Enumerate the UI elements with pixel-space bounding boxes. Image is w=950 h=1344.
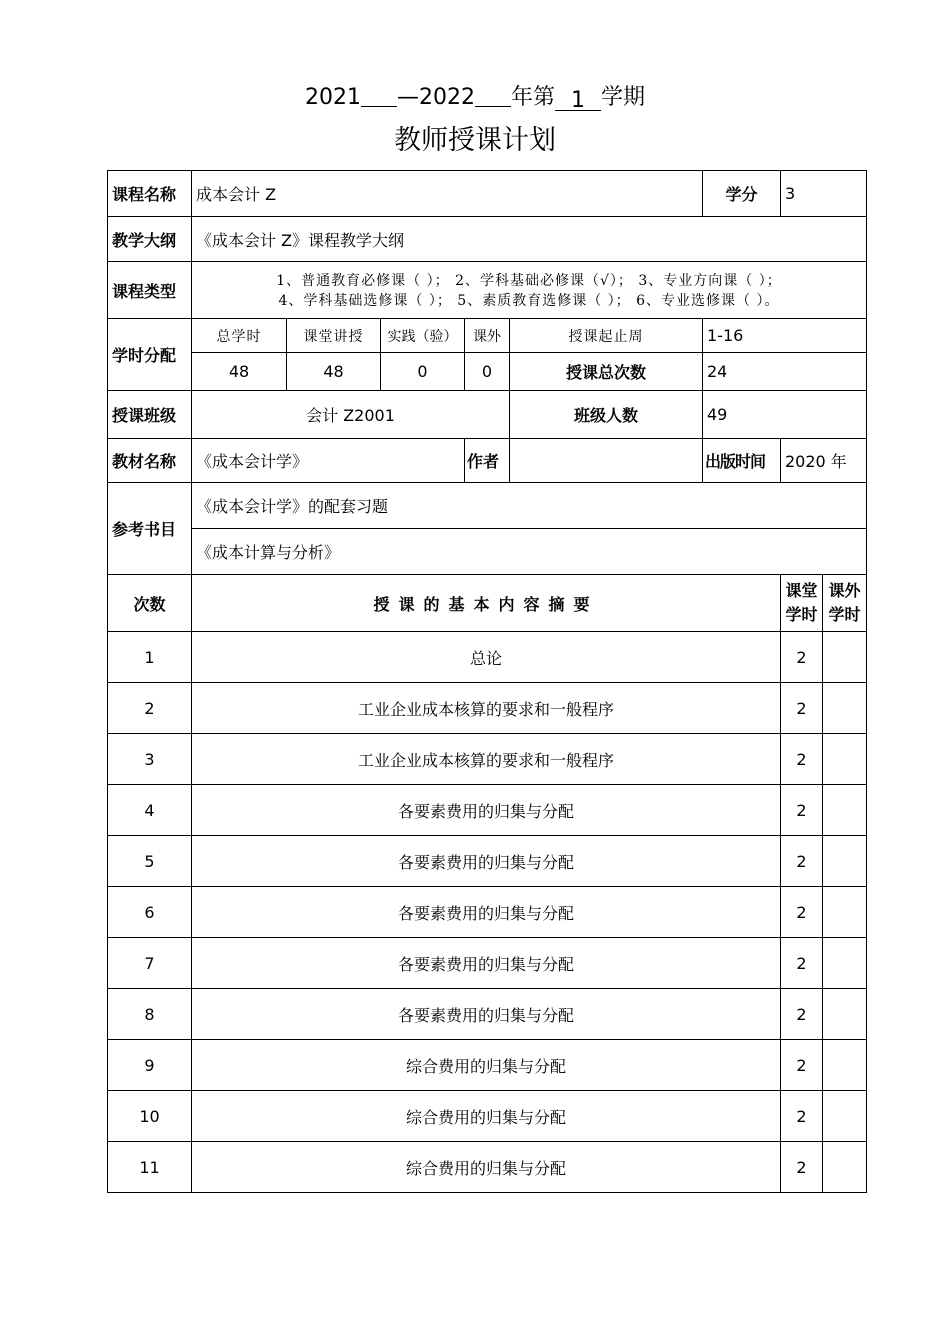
course-type-line-1: 1、普通教育必修课（ ）； 2、学科基础必修课（√）； 3、专业方向课（ ）； — [276, 273, 782, 289]
hours-value-row — [108, 353, 867, 391]
publish-date-value: 2020 年 — [781, 439, 867, 483]
session-content: 工业企业成本核算的要求和一般程序 — [192, 734, 781, 785]
semester-heading — [0, 80, 950, 111]
session-extra-hours — [823, 734, 867, 785]
session-number: 3 — [108, 734, 192, 785]
session-extra-hours — [823, 1040, 867, 1091]
session-number: 6 — [108, 887, 192, 938]
session-class-hours: 2 — [781, 785, 823, 836]
session-extra-hours — [823, 1091, 867, 1142]
class-label: 授课班级 — [108, 391, 192, 439]
schedule-body — [108, 632, 867, 1193]
course-type-options — [192, 262, 867, 319]
textbook-label: 教材名称 — [108, 439, 192, 483]
session-extra-hours — [823, 785, 867, 836]
session-number: 5 — [108, 836, 192, 887]
course-name-value: 成本会计 Z — [192, 171, 703, 217]
extra-hours-header: 课外 — [465, 319, 510, 353]
reference-item: 《成本会计学》的配套习题 — [192, 483, 867, 529]
table-row — [108, 632, 867, 683]
session-content: 综合费用的归集与分配 — [192, 1040, 781, 1091]
table-row — [108, 785, 867, 836]
total-hours-header: 总学时 — [192, 319, 287, 353]
extra-hours-col-header — [823, 575, 867, 632]
session-extra-hours — [823, 836, 867, 887]
session-extra-hours — [823, 683, 867, 734]
session-extra-hours — [823, 887, 867, 938]
session-content: 各要素费用的归集与分配 — [192, 989, 781, 1040]
session-number: 11 — [108, 1142, 192, 1193]
session-content: 各要素费用的归集与分配 — [192, 836, 781, 887]
session-number: 9 — [108, 1040, 192, 1091]
course-type-row — [108, 262, 867, 319]
practice-hours-header: 实践（验） — [381, 319, 465, 353]
session-number: 8 — [108, 989, 192, 1040]
hours-label: 学时分配 — [108, 319, 192, 391]
sessions-value: 24 — [703, 353, 867, 391]
session-class-hours: 2 — [781, 734, 823, 785]
session-content: 总论 — [192, 632, 781, 683]
session-content: 工业企业成本核算的要求和一般程序 — [192, 683, 781, 734]
class-hours-header-line-1: 课堂 — [785, 581, 818, 600]
textbook-row — [108, 439, 867, 483]
reference-row-1 — [108, 483, 867, 529]
content-header: 授课的基本内容摘要 — [192, 575, 781, 632]
year-start-blank — [361, 84, 397, 107]
session-number: 10 — [108, 1091, 192, 1142]
table-row — [108, 1142, 867, 1193]
table-row — [108, 683, 867, 734]
weeks-label: 授课起止周 — [510, 319, 703, 353]
references-label: 参考书目 — [108, 483, 192, 575]
schedule-header-row — [108, 575, 867, 632]
session-class-hours: 2 — [781, 1040, 823, 1091]
session-class-hours: 2 — [781, 1142, 823, 1193]
session-content: 综合费用的归集与分配 — [192, 1091, 781, 1142]
extra-hours-value: 0 — [465, 353, 510, 391]
hours-header-row — [108, 319, 867, 353]
reference-row-2 — [108, 529, 867, 575]
reference-item: 《成本计算与分析》 — [192, 529, 867, 575]
year-start: 2021 — [304, 85, 361, 110]
class-hours-header — [781, 575, 823, 632]
credit-label: 学分 — [703, 171, 781, 217]
term-number: 1 — [555, 88, 601, 111]
session-class-hours: 2 — [781, 1091, 823, 1142]
year-label: 年第 — [510, 85, 555, 110]
sessions-label: 授课总次数 — [510, 353, 703, 391]
lecture-hours-value: 48 — [287, 353, 381, 391]
class-hours-header-line-2: 学时 — [785, 605, 818, 624]
session-number: 7 — [108, 938, 192, 989]
syllabus-label: 教学大纲 — [108, 217, 192, 262]
session-extra-hours — [823, 938, 867, 989]
year-end: —2022 — [396, 85, 475, 110]
session-class-hours: 2 — [781, 938, 823, 989]
session-number: 4 — [108, 785, 192, 836]
table-row — [108, 836, 867, 887]
author-value — [510, 439, 703, 483]
table-row — [108, 938, 867, 989]
weeks-value: 1-16 — [703, 319, 867, 353]
session-class-hours: 2 — [781, 836, 823, 887]
course-name-label: 课程名称 — [108, 171, 192, 217]
session-extra-hours — [823, 989, 867, 1040]
session-class-hours: 2 — [781, 683, 823, 734]
table-row — [108, 887, 867, 938]
extra-hours-col-header-line-1: 课外 — [828, 581, 861, 600]
session-extra-hours — [823, 632, 867, 683]
course-type-label: 课程类型 — [108, 262, 192, 319]
table-row — [108, 1091, 867, 1142]
term-label: 学期 — [601, 85, 646, 110]
practice-hours-value: 0 — [381, 353, 465, 391]
class-size-value: 49 — [703, 391, 867, 439]
table-row — [108, 989, 867, 1040]
session-content: 各要素费用的归集与分配 — [192, 785, 781, 836]
teaching-plan-table — [107, 170, 867, 1193]
lecture-hours-header: 课堂讲授 — [287, 319, 381, 353]
session-class-hours: 2 — [781, 989, 823, 1040]
author-label: 作者 — [465, 439, 510, 483]
table-row — [108, 734, 867, 785]
class-value: 会计 Z2001 — [192, 391, 510, 439]
syllabus-row — [108, 217, 867, 262]
extra-hours-col-header-line-2: 学时 — [828, 605, 861, 624]
session-content: 各要素费用的归集与分配 — [192, 938, 781, 989]
session-number: 2 — [108, 683, 192, 734]
credit-value: 3 — [781, 171, 867, 217]
page-title: 教师授课计划 — [394, 125, 556, 156]
course-type-line-2: 4、学科基础选修课（ ）； 5、素质教育选修课（ ）； 6、专业选修课（ ）。 — [278, 293, 780, 309]
session-number: 1 — [108, 632, 192, 683]
textbook-value: 《成本会计学》 — [192, 439, 465, 483]
year-end-blank — [475, 84, 511, 107]
session-extra-hours — [823, 1142, 867, 1193]
session-class-hours: 2 — [781, 632, 823, 683]
session-number-header: 次数 — [108, 575, 192, 632]
syllabus-value: 《成本会计 Z》课程教学大纲 — [192, 217, 867, 262]
total-hours-value: 48 — [192, 353, 287, 391]
course-name-row — [108, 171, 867, 217]
publish-date-label: 出版时间 — [703, 439, 781, 483]
session-class-hours: 2 — [781, 887, 823, 938]
class-row — [108, 391, 867, 439]
class-size-label: 班级人数 — [510, 391, 703, 439]
session-content: 各要素费用的归集与分配 — [192, 887, 781, 938]
table-row — [108, 1040, 867, 1091]
session-content: 综合费用的归集与分配 — [192, 1142, 781, 1193]
